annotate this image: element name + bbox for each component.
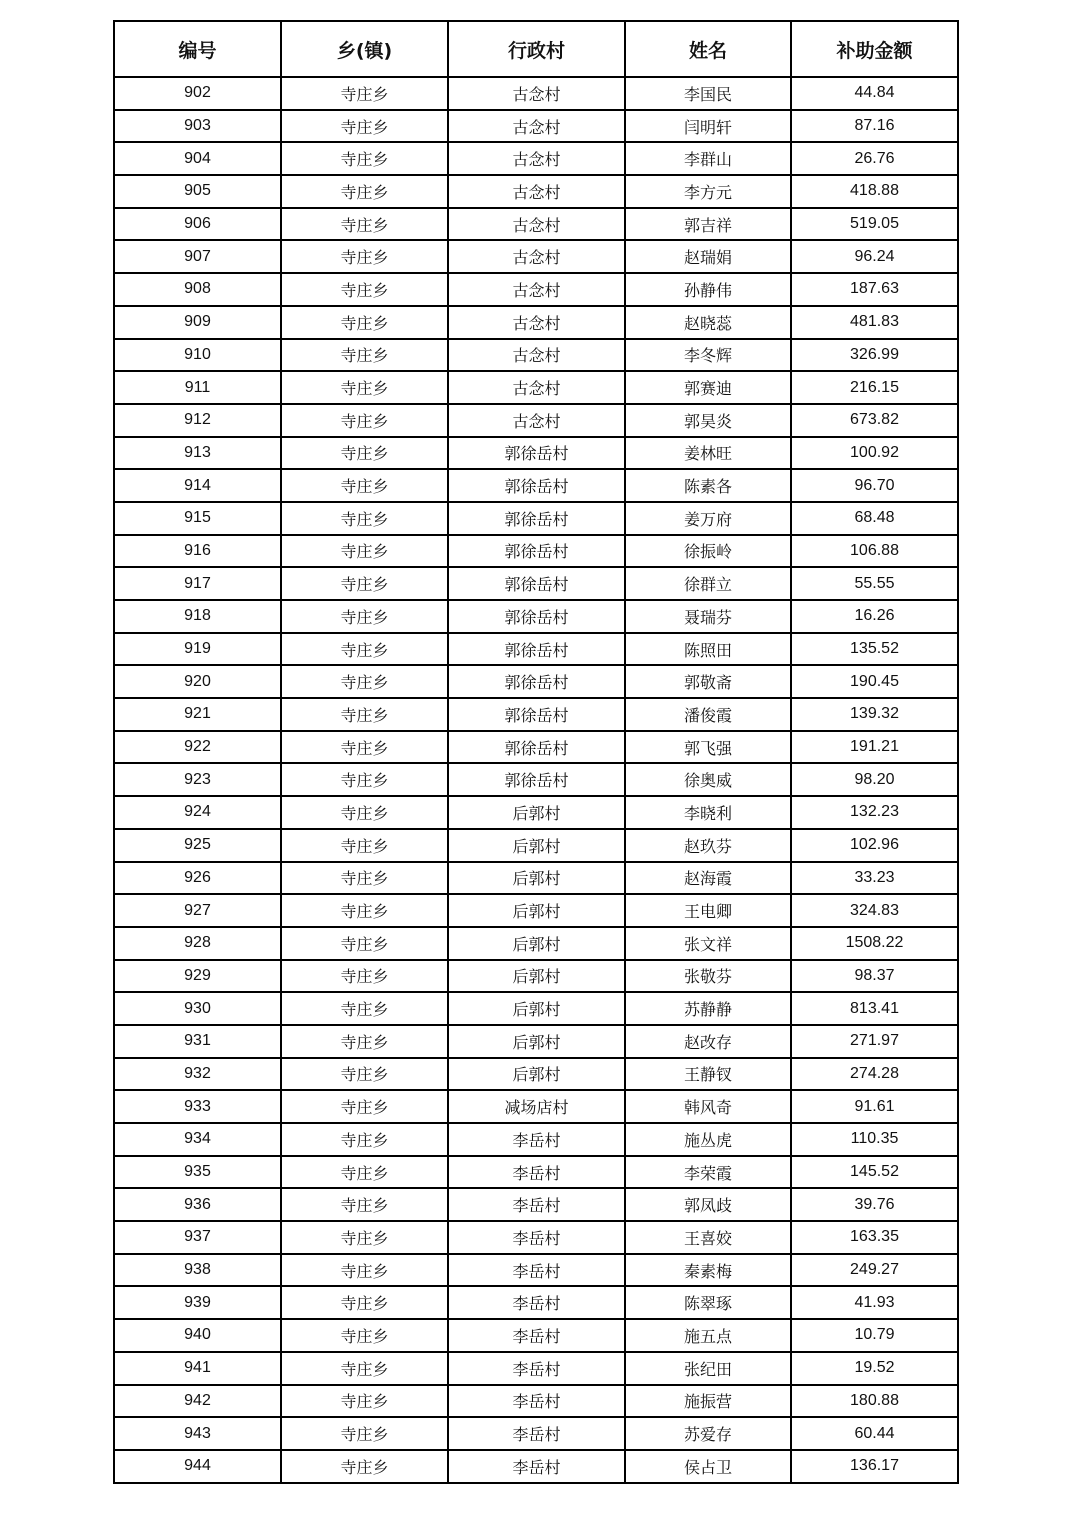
cell-name: 王喜姣	[625, 1221, 791, 1254]
cell-amount: 60.44	[791, 1417, 958, 1450]
cell-township: 寺庄乡	[281, 1188, 448, 1221]
table-row	[114, 1385, 958, 1418]
cell-id: 917	[114, 567, 281, 600]
cell-name: 陈翠琢	[625, 1286, 791, 1319]
cell-name: 张纪田	[625, 1352, 791, 1385]
cell-id: 933	[114, 1090, 281, 1123]
cell-id: 904	[114, 142, 281, 175]
cell-id: 903	[114, 110, 281, 143]
cell-amount: 39.76	[791, 1188, 958, 1221]
cell-village: 古念村	[448, 142, 625, 175]
table-row	[114, 731, 958, 764]
cell-id: 919	[114, 633, 281, 666]
cell-id: 914	[114, 469, 281, 502]
cell-id: 907	[114, 240, 281, 273]
table-row	[114, 1188, 958, 1221]
table-row	[114, 567, 958, 600]
cell-township: 寺庄乡	[281, 110, 448, 143]
cell-name: 秦素梅	[625, 1254, 791, 1287]
cell-amount: 481.83	[791, 306, 958, 339]
cell-id: 937	[114, 1221, 281, 1254]
cell-village: 后郭村	[448, 1025, 625, 1058]
cell-amount: 1508.22	[791, 927, 958, 960]
cell-township: 寺庄乡	[281, 404, 448, 437]
cell-township: 寺庄乡	[281, 633, 448, 666]
cell-id: 902	[114, 77, 281, 110]
cell-name: 王静钗	[625, 1058, 791, 1091]
cell-township: 寺庄乡	[281, 502, 448, 535]
cell-id: 944	[114, 1450, 281, 1483]
table-row	[114, 306, 958, 339]
cell-village: 古念村	[448, 77, 625, 110]
cell-name: 施丛虎	[625, 1123, 791, 1156]
table-row	[114, 796, 958, 829]
table-row	[114, 502, 958, 535]
table-row	[114, 469, 958, 502]
subsidy-table	[113, 20, 959, 1484]
cell-name: 赵改存	[625, 1025, 791, 1058]
cell-township: 寺庄乡	[281, 894, 448, 927]
cell-id: 915	[114, 502, 281, 535]
cell-id: 931	[114, 1025, 281, 1058]
cell-id: 916	[114, 535, 281, 568]
cell-id: 921	[114, 698, 281, 731]
cell-village: 古念村	[448, 371, 625, 404]
cell-name: 孙静伟	[625, 273, 791, 306]
table-row	[114, 1254, 958, 1287]
cell-township: 寺庄乡	[281, 731, 448, 764]
cell-amount: 163.35	[791, 1221, 958, 1254]
cell-name: 郭赛迪	[625, 371, 791, 404]
cell-amount: 249.27	[791, 1254, 958, 1287]
cell-township: 寺庄乡	[281, 306, 448, 339]
cell-name: 郭敬斋	[625, 665, 791, 698]
cell-amount: 41.93	[791, 1286, 958, 1319]
table-row	[114, 1123, 958, 1156]
cell-name: 张敬芬	[625, 960, 791, 993]
cell-township: 寺庄乡	[281, 567, 448, 600]
cell-township: 寺庄乡	[281, 339, 448, 372]
table-row	[114, 600, 958, 633]
cell-id: 935	[114, 1156, 281, 1189]
cell-township: 寺庄乡	[281, 437, 448, 470]
cell-village: 郭徐岳村	[448, 633, 625, 666]
cell-amount: 106.88	[791, 535, 958, 568]
cell-amount: 519.05	[791, 208, 958, 241]
cell-id: 923	[114, 763, 281, 796]
cell-amount: 813.41	[791, 992, 958, 1025]
cell-amount: 136.17	[791, 1450, 958, 1483]
table-row	[114, 862, 958, 895]
cell-amount: 271.97	[791, 1025, 958, 1058]
cell-village: 后郭村	[448, 894, 625, 927]
cell-id: 939	[114, 1286, 281, 1319]
cell-township: 寺庄乡	[281, 1156, 448, 1189]
cell-id: 928	[114, 927, 281, 960]
cell-village: 郭徐岳村	[448, 600, 625, 633]
cell-name: 徐群立	[625, 567, 791, 600]
cell-township: 寺庄乡	[281, 665, 448, 698]
cell-amount: 324.83	[791, 894, 958, 927]
table-row	[114, 894, 958, 927]
table-row	[114, 992, 958, 1025]
table-row	[114, 273, 958, 306]
cell-id: 920	[114, 665, 281, 698]
cell-name: 闫明轩	[625, 110, 791, 143]
cell-name: 韩风奇	[625, 1090, 791, 1123]
cell-amount: 135.52	[791, 633, 958, 666]
table-row	[114, 763, 958, 796]
subsidy-table-container	[113, 20, 957, 1484]
table-row	[114, 175, 958, 208]
cell-amount: 44.84	[791, 77, 958, 110]
cell-id: 938	[114, 1254, 281, 1287]
cell-township: 寺庄乡	[281, 796, 448, 829]
table-row	[114, 339, 958, 372]
table-row	[114, 1319, 958, 1352]
table-row	[114, 698, 958, 731]
table-row	[114, 1352, 958, 1385]
cell-name: 苏爱存	[625, 1417, 791, 1450]
cell-amount: 216.15	[791, 371, 958, 404]
cell-id: 912	[114, 404, 281, 437]
cell-amount: 33.23	[791, 862, 958, 895]
cell-id: 932	[114, 1058, 281, 1091]
cell-township: 寺庄乡	[281, 535, 448, 568]
table-row	[114, 437, 958, 470]
cell-village: 古念村	[448, 273, 625, 306]
table-row	[114, 633, 958, 666]
cell-id: 908	[114, 273, 281, 306]
cell-id: 942	[114, 1385, 281, 1418]
cell-amount: 274.28	[791, 1058, 958, 1091]
cell-township: 寺庄乡	[281, 175, 448, 208]
header-id: 编号	[114, 21, 281, 77]
table-row	[114, 1417, 958, 1450]
cell-name: 施五点	[625, 1319, 791, 1352]
cell-id: 936	[114, 1188, 281, 1221]
cell-id: 941	[114, 1352, 281, 1385]
cell-village: 古念村	[448, 306, 625, 339]
cell-village: 减场店村	[448, 1090, 625, 1123]
cell-township: 寺庄乡	[281, 698, 448, 731]
cell-id: 922	[114, 731, 281, 764]
table-row	[114, 1058, 958, 1091]
cell-village: 古念村	[448, 110, 625, 143]
cell-amount: 673.82	[791, 404, 958, 437]
cell-township: 寺庄乡	[281, 1025, 448, 1058]
cell-amount: 110.35	[791, 1123, 958, 1156]
cell-village: 郭徐岳村	[448, 731, 625, 764]
cell-id: 911	[114, 371, 281, 404]
table-row	[114, 1450, 958, 1483]
cell-name: 聂瑞芬	[625, 600, 791, 633]
cell-name: 苏静静	[625, 992, 791, 1025]
cell-township: 寺庄乡	[281, 1385, 448, 1418]
cell-village: 李岳村	[448, 1319, 625, 1352]
cell-township: 寺庄乡	[281, 1090, 448, 1123]
cell-village: 李岳村	[448, 1221, 625, 1254]
cell-village: 郭徐岳村	[448, 535, 625, 568]
cell-name: 赵瑞娟	[625, 240, 791, 273]
cell-name: 郭凤歧	[625, 1188, 791, 1221]
header-township: 乡(镇)	[281, 21, 448, 77]
table-row	[114, 960, 958, 993]
cell-amount: 87.16	[791, 110, 958, 143]
cell-township: 寺庄乡	[281, 862, 448, 895]
cell-amount: 26.76	[791, 142, 958, 175]
cell-id: 918	[114, 600, 281, 633]
header-village: 行政村	[448, 21, 625, 77]
cell-id: 927	[114, 894, 281, 927]
cell-name: 赵玖芬	[625, 829, 791, 862]
cell-township: 寺庄乡	[281, 763, 448, 796]
cell-village: 后郭村	[448, 796, 625, 829]
cell-village: 古念村	[448, 339, 625, 372]
cell-name: 郭吉祥	[625, 208, 791, 241]
cell-name: 赵晓蕊	[625, 306, 791, 339]
cell-name: 张文祥	[625, 927, 791, 960]
cell-village: 后郭村	[448, 927, 625, 960]
cell-id: 929	[114, 960, 281, 993]
cell-name: 徐振岭	[625, 535, 791, 568]
cell-village: 郭徐岳村	[448, 469, 625, 502]
table-row	[114, 142, 958, 175]
cell-name: 陈素各	[625, 469, 791, 502]
cell-name: 赵海霞	[625, 862, 791, 895]
cell-amount: 102.96	[791, 829, 958, 862]
cell-amount: 19.52	[791, 1352, 958, 1385]
cell-amount: 98.37	[791, 960, 958, 993]
cell-village: 郭徐岳村	[448, 763, 625, 796]
cell-name: 姜万府	[625, 502, 791, 535]
cell-township: 寺庄乡	[281, 927, 448, 960]
cell-township: 寺庄乡	[281, 829, 448, 862]
cell-id: 934	[114, 1123, 281, 1156]
cell-village: 李岳村	[448, 1352, 625, 1385]
cell-amount: 187.63	[791, 273, 958, 306]
table-row	[114, 829, 958, 862]
cell-village: 郭徐岳村	[448, 698, 625, 731]
table-row	[114, 927, 958, 960]
cell-township: 寺庄乡	[281, 1286, 448, 1319]
cell-name: 李荣霞	[625, 1156, 791, 1189]
table-row	[114, 240, 958, 273]
cell-id: 910	[114, 339, 281, 372]
table-row	[114, 535, 958, 568]
header-row	[114, 21, 958, 77]
cell-id: 926	[114, 862, 281, 895]
cell-village: 古念村	[448, 240, 625, 273]
cell-name: 郭飞强	[625, 731, 791, 764]
cell-village: 郭徐岳村	[448, 567, 625, 600]
cell-id: 924	[114, 796, 281, 829]
table-row	[114, 1090, 958, 1123]
cell-village: 后郭村	[448, 1058, 625, 1091]
cell-name: 郭昊炎	[625, 404, 791, 437]
cell-township: 寺庄乡	[281, 1123, 448, 1156]
table-row	[114, 665, 958, 698]
cell-amount: 132.23	[791, 796, 958, 829]
cell-name: 王电卿	[625, 894, 791, 927]
table-row	[114, 1286, 958, 1319]
cell-id: 930	[114, 992, 281, 1025]
cell-amount: 100.92	[791, 437, 958, 470]
cell-name: 李群山	[625, 142, 791, 175]
cell-village: 李岳村	[448, 1385, 625, 1418]
cell-township: 寺庄乡	[281, 992, 448, 1025]
table-row	[114, 77, 958, 110]
header-name: 姓名	[625, 21, 791, 77]
cell-amount: 68.48	[791, 502, 958, 535]
cell-village: 郭徐岳村	[448, 665, 625, 698]
cell-id: 909	[114, 306, 281, 339]
cell-amount: 55.55	[791, 567, 958, 600]
cell-village: 古念村	[448, 208, 625, 241]
cell-township: 寺庄乡	[281, 273, 448, 306]
table-row	[114, 371, 958, 404]
cell-amount: 418.88	[791, 175, 958, 208]
cell-township: 寺庄乡	[281, 240, 448, 273]
cell-village: 后郭村	[448, 829, 625, 862]
table-row	[114, 1221, 958, 1254]
table-row	[114, 1025, 958, 1058]
cell-village: 李岳村	[448, 1188, 625, 1221]
cell-id: 940	[114, 1319, 281, 1352]
cell-township: 寺庄乡	[281, 1058, 448, 1091]
cell-township: 寺庄乡	[281, 1254, 448, 1287]
cell-village: 郭徐岳村	[448, 502, 625, 535]
cell-village: 后郭村	[448, 862, 625, 895]
cell-township: 寺庄乡	[281, 1417, 448, 1450]
cell-township: 寺庄乡	[281, 371, 448, 404]
cell-village: 郭徐岳村	[448, 437, 625, 470]
cell-village: 李岳村	[448, 1417, 625, 1450]
cell-id: 913	[114, 437, 281, 470]
cell-township: 寺庄乡	[281, 77, 448, 110]
cell-village: 李岳村	[448, 1123, 625, 1156]
cell-amount: 96.70	[791, 469, 958, 502]
cell-village: 李岳村	[448, 1286, 625, 1319]
cell-amount: 91.61	[791, 1090, 958, 1123]
header-amount: 补助金额	[791, 21, 958, 77]
cell-township: 寺庄乡	[281, 1221, 448, 1254]
cell-amount: 96.24	[791, 240, 958, 273]
cell-township: 寺庄乡	[281, 600, 448, 633]
table-row	[114, 404, 958, 437]
cell-village: 李岳村	[448, 1254, 625, 1287]
cell-id: 906	[114, 208, 281, 241]
cell-name: 李国民	[625, 77, 791, 110]
cell-village: 李岳村	[448, 1156, 625, 1189]
cell-township: 寺庄乡	[281, 960, 448, 993]
cell-id: 905	[114, 175, 281, 208]
cell-township: 寺庄乡	[281, 1450, 448, 1483]
cell-name: 施振营	[625, 1385, 791, 1418]
cell-amount: 98.20	[791, 763, 958, 796]
cell-amount: 145.52	[791, 1156, 958, 1189]
cell-amount: 139.32	[791, 698, 958, 731]
cell-id: 943	[114, 1417, 281, 1450]
cell-township: 寺庄乡	[281, 1319, 448, 1352]
cell-township: 寺庄乡	[281, 469, 448, 502]
cell-township: 寺庄乡	[281, 208, 448, 241]
table-row	[114, 1156, 958, 1189]
cell-name: 李冬辉	[625, 339, 791, 372]
table-body	[114, 77, 958, 1483]
cell-village: 古念村	[448, 175, 625, 208]
cell-amount: 190.45	[791, 665, 958, 698]
cell-name: 徐奥威	[625, 763, 791, 796]
cell-id: 925	[114, 829, 281, 862]
table-row	[114, 110, 958, 143]
cell-amount: 10.79	[791, 1319, 958, 1352]
cell-name: 姜林旺	[625, 437, 791, 470]
cell-amount: 180.88	[791, 1385, 958, 1418]
cell-township: 寺庄乡	[281, 142, 448, 175]
table-row	[114, 208, 958, 241]
cell-amount: 16.26	[791, 600, 958, 633]
cell-amount: 326.99	[791, 339, 958, 372]
cell-village: 后郭村	[448, 992, 625, 1025]
cell-name: 李方元	[625, 175, 791, 208]
cell-name: 陈照田	[625, 633, 791, 666]
cell-name: 侯占卫	[625, 1450, 791, 1483]
cell-name: 潘俊霞	[625, 698, 791, 731]
cell-township: 寺庄乡	[281, 1352, 448, 1385]
cell-village: 后郭村	[448, 960, 625, 993]
cell-village: 古念村	[448, 404, 625, 437]
cell-amount: 191.21	[791, 731, 958, 764]
cell-village: 李岳村	[448, 1450, 625, 1483]
cell-name: 李晓利	[625, 796, 791, 829]
